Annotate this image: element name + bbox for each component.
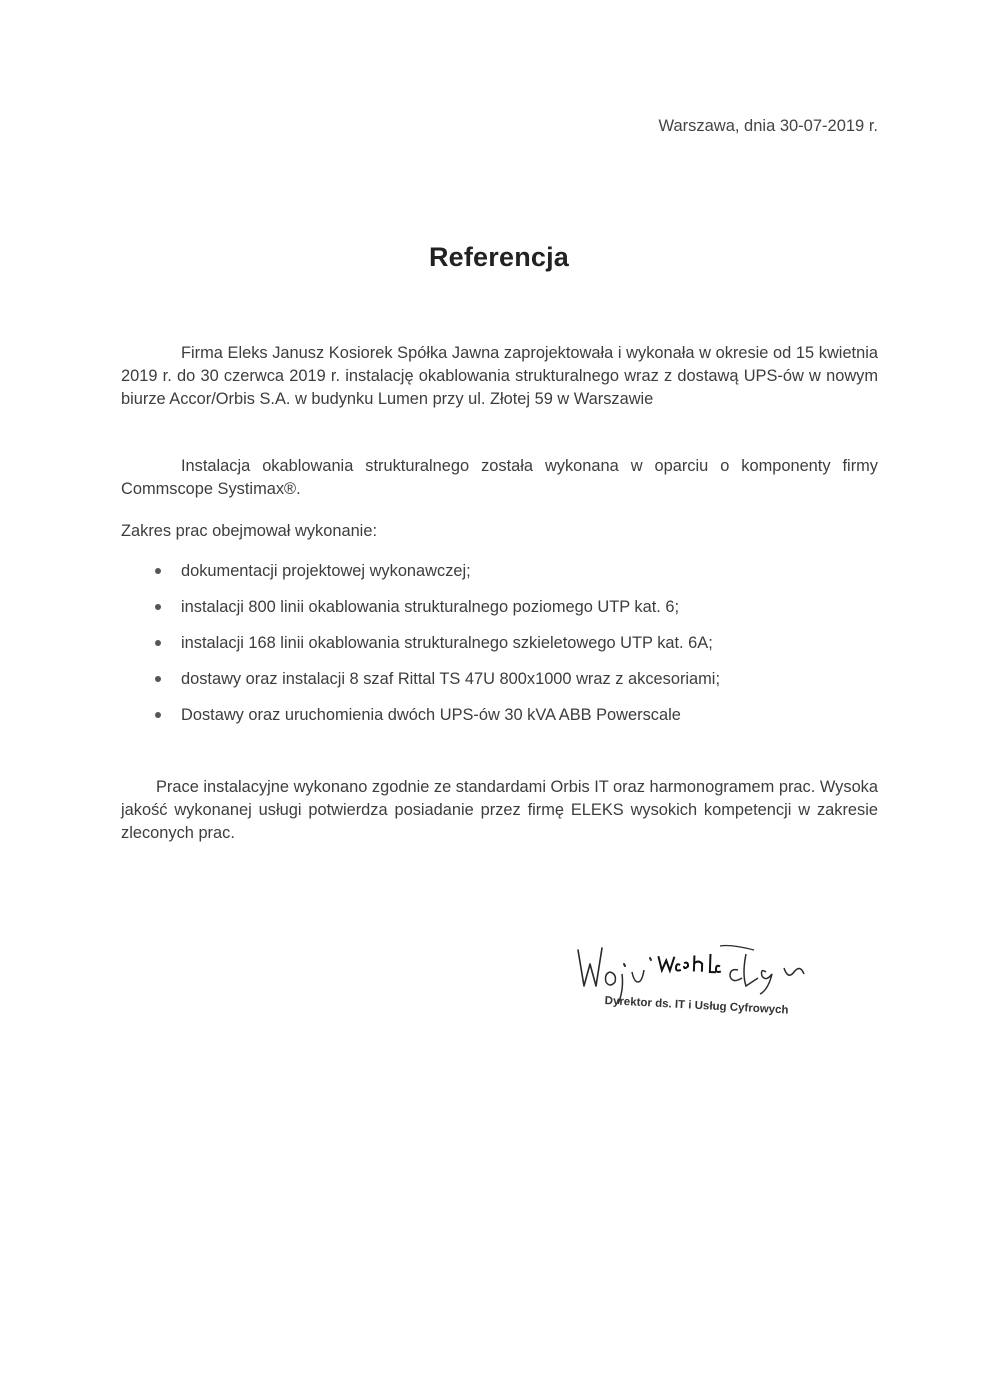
list-item — [121, 632, 878, 668]
paragraph-scope-heading: Zakres prac obejmował wykonanie: — [121, 522, 377, 540]
handwritten-signature — [570, 936, 830, 1026]
list-item — [121, 596, 878, 632]
list-item-text: dostawy oraz instalacji 8 szaf Rittal TS 47U 800x1000 wraz z akcesoriami; — [181, 670, 721, 688]
bullet-icon — [155, 604, 161, 610]
list-item — [121, 704, 878, 740]
scope-list — [121, 560, 878, 740]
list-item — [121, 560, 878, 596]
paragraph-intro: Firma Eleks Janusz Kosiorek Spółka Jawna zaprojektowała i wykonała w okresie od 15 kwietnia 2019 r. do 30 czerwca 2019 r. instalację okablowania strukturalnego wraz z dostawą UPS-ów w nowym biurze Accor/Orbis S.A. w budynku Lumen przy ul. Złotej 59 w Warszawie — [121, 344, 878, 408]
bullet-icon — [155, 568, 161, 574]
letter-title: Referencja — [428, 242, 570, 272]
paragraph-closing: Prace instalacyjne wykonano zgodnie ze standardami Orbis IT oraz harmonogramem prac. Wysoka jakość wykonanej usługi potwierdza posiadanie przez firmę ELEKS wysokich kompetencji w zakresie zleconych prac. — [121, 778, 878, 842]
list-item-text: Dostawy oraz uruchomienia dwóch UPS-ów 30 kVA ABB Powerscale — [181, 706, 681, 724]
bullet-icon — [155, 712, 161, 718]
list-item — [121, 668, 878, 704]
paragraph-components: Instalacja okablowania strukturalnego została wykonana w oparciu o komponenty firmy Commscope Systimax®. — [121, 457, 878, 498]
list-item-text: dokumentacji projektowej wykonawczej; — [181, 562, 471, 580]
list-item-text: instalacji 800 linii okablowania strukturalnego poziomego UTP kat. 6; — [181, 598, 680, 616]
bullet-icon — [155, 676, 161, 682]
bullet-icon — [155, 640, 161, 646]
signature-title: Dyrektor ds. IT i Usług Cyfrowych — [604, 995, 789, 1017]
letter-date: Warszawa, dnia 30-07-2019 r. — [658, 117, 878, 135]
list-item-text: instalacji 168 linii okablowania strukturalnego szkieletowego UTP kat. 6A; — [181, 634, 713, 652]
